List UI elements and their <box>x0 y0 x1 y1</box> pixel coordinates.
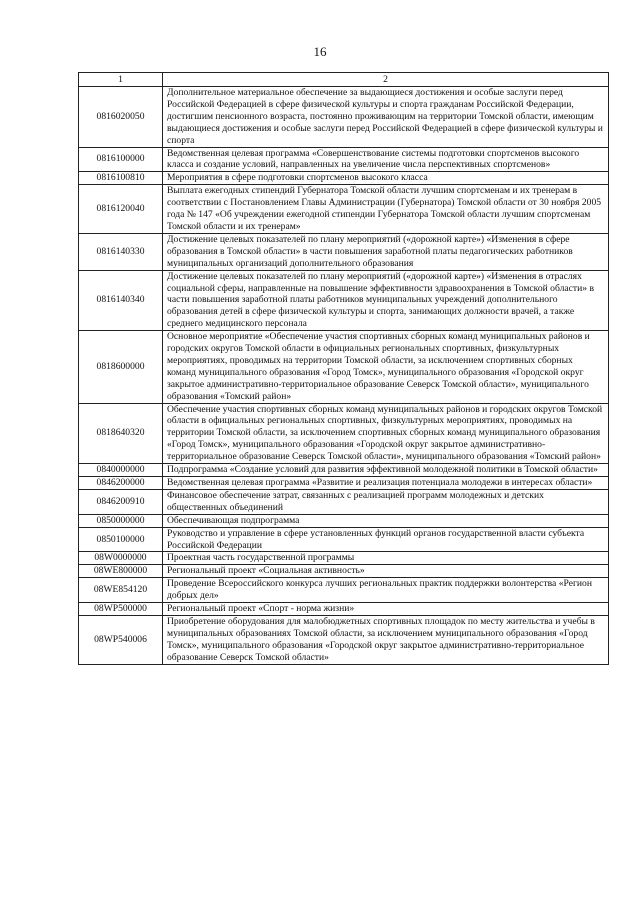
row-code: 08WE800000 <box>79 565 163 578</box>
table-row <box>79 565 609 578</box>
row-description: Обеспечивающая подпрограмма <box>163 514 609 527</box>
row-description: Мероприятия в сфере подготовки спортсменов высокого класса <box>163 172 609 185</box>
table-row <box>79 527 609 552</box>
row-description: Достижение целевых показателей по плану мероприятий («дорожной карте») «Изменения в сфере образования в Томской области» в части повышения заработной платы педагогических работников муниципальных организаций дополнительного образования <box>163 233 609 270</box>
table-body <box>79 87 609 665</box>
table-row <box>79 147 609 172</box>
row-code: 0816100810 <box>79 172 163 185</box>
column-header-1: 1 <box>79 73 163 87</box>
row-code: 0818600000 <box>79 331 163 403</box>
row-code: 0840000000 <box>79 464 163 477</box>
table-row <box>79 514 609 527</box>
column-header-2: 2 <box>163 73 609 87</box>
row-code: 08WE854120 <box>79 578 163 603</box>
row-code: 0850100000 <box>79 527 163 552</box>
table-row <box>79 270 609 331</box>
row-description: Финансовое обеспечение затрат, связанных с реализацией программ молодежных и детских общественных объединений <box>163 489 609 514</box>
row-code: 0818640320 <box>79 403 163 464</box>
row-description: Приобретение оборудования для малобюджетных спортивных площадок по месту жительства и учебы в муниципальных образованиях Томской области, за исключением муниципального образования «Город Томск», муниципального образования «Городской округ закрытое административно-территориальное образование Северск Томской области» <box>163 615 609 664</box>
table-row <box>79 464 609 477</box>
row-code: 0816140330 <box>79 233 163 270</box>
table-row <box>79 603 609 616</box>
row-code: 0816120040 <box>79 185 163 234</box>
table-row <box>79 331 609 403</box>
row-description: Руководство и управление в сфере установленных функций органов государственной власти субъекта Российской Федерации <box>163 527 609 552</box>
table-row <box>79 87 609 148</box>
row-code: 0816020050 <box>79 87 163 148</box>
row-code: 0846200910 <box>79 489 163 514</box>
row-code: 0816140340 <box>79 270 163 331</box>
row-code: 08W0000000 <box>79 552 163 565</box>
table-row <box>79 172 609 185</box>
row-description: Выплата ежегодных стипендий Губернатора Томской области лучшим спортсменам и их тренерам в соответствии с Постановлением Главы Администрации (Губернатора) Томской области от 30 ноября 2005 года № 147 «Об учреждении ежегодной стипендии Губернатора Томской области лучшим спортсменам Томской области и их тренерам» <box>163 185 609 234</box>
row-description: Региональный проект «Спорт - норма жизни» <box>163 603 609 616</box>
row-code: 0846200000 <box>79 477 163 490</box>
table-row <box>79 185 609 234</box>
row-code: 0816100000 <box>79 147 163 172</box>
table-row <box>79 477 609 490</box>
row-description: Достижение целевых показателей по плану мероприятий («дорожной карте») «Изменения в отраслях социальной сферы, направленные на повышение эффективности здравоохранения в Томской области» в части повышения заработной платы работников муниципальных учреждений дополнительного образования детей в сфере физической культуры и спорта, занимающих должности врачей, а также среднего медицинского персонала <box>163 270 609 331</box>
table-row <box>79 615 609 664</box>
page-number: 16 <box>313 44 327 59</box>
table-row <box>79 552 609 565</box>
table-row <box>79 578 609 603</box>
row-description: Подпрограмма «Создание условий для развития эффективной молодежной политики в Томской области» <box>163 464 609 477</box>
row-description: Проведение Всероссийского конкурса лучших региональных практик поддержки волонтерства «Регион добрых дел» <box>163 578 609 603</box>
row-description: Основное мероприятие «Обеспечение участия спортивных сборных команд муниципальных районов и городских округов Томской области в официальных региональных спортивных, физкультурных мероприятиях, проводимых на территории Томской области, за исключением спортивных сборных команд муниципального образования «Город Томск», муниципального образования «Городской округ закрытое административно-территориальное образование Северск Томской области», муниципального образования «Томский район» <box>163 331 609 403</box>
row-description: Обеспечение участия спортивных сборных команд муниципальных районов и городских округов Томской области в официальных региональных спортивных, физкультурных мероприятиях, проводимых на территории Томской области, за исключением спортивных сборных команд муниципального образования «Город Томск», муниципального образования «Городской округ закрытое административно-территориальное образование Северск Томской области», муниципального образования «Томский район» <box>163 403 609 464</box>
row-description: Региональный проект «Социальная активность» <box>163 565 609 578</box>
row-description: Ведомственная целевая программа «Развитие и реализация потенциала молодежи в интересах области» <box>163 477 609 490</box>
row-code: 08WP500000 <box>79 603 163 616</box>
budget-classification-table <box>78 72 609 665</box>
row-code: 08WP540006 <box>79 615 163 664</box>
table-row <box>79 489 609 514</box>
table-row <box>79 233 609 270</box>
row-code: 0850000000 <box>79 514 163 527</box>
row-description: Дополнительное материальное обеспечение за выдающиеся достижения и особые заслуги перед Российской Федерацией в сфере физической культуры и спорта гражданам Российской Федерации, достигшим пенсионного возраста, постоянно проживающим на территории Томской области, имеющим выдающиеся достижения и особые заслуги перед Российской Федерацией в сфере физической культуры и спорта <box>163 87 609 148</box>
row-description: Проектная часть государственной программы <box>163 552 609 565</box>
table-header-row <box>79 73 609 87</box>
table-row <box>79 403 609 464</box>
row-description: Ведомственная целевая программа «Совершенствование системы подготовки спортсменов высокого класса и создание условий, направленных на увеличение числа перспективных спортсменов» <box>163 147 609 172</box>
